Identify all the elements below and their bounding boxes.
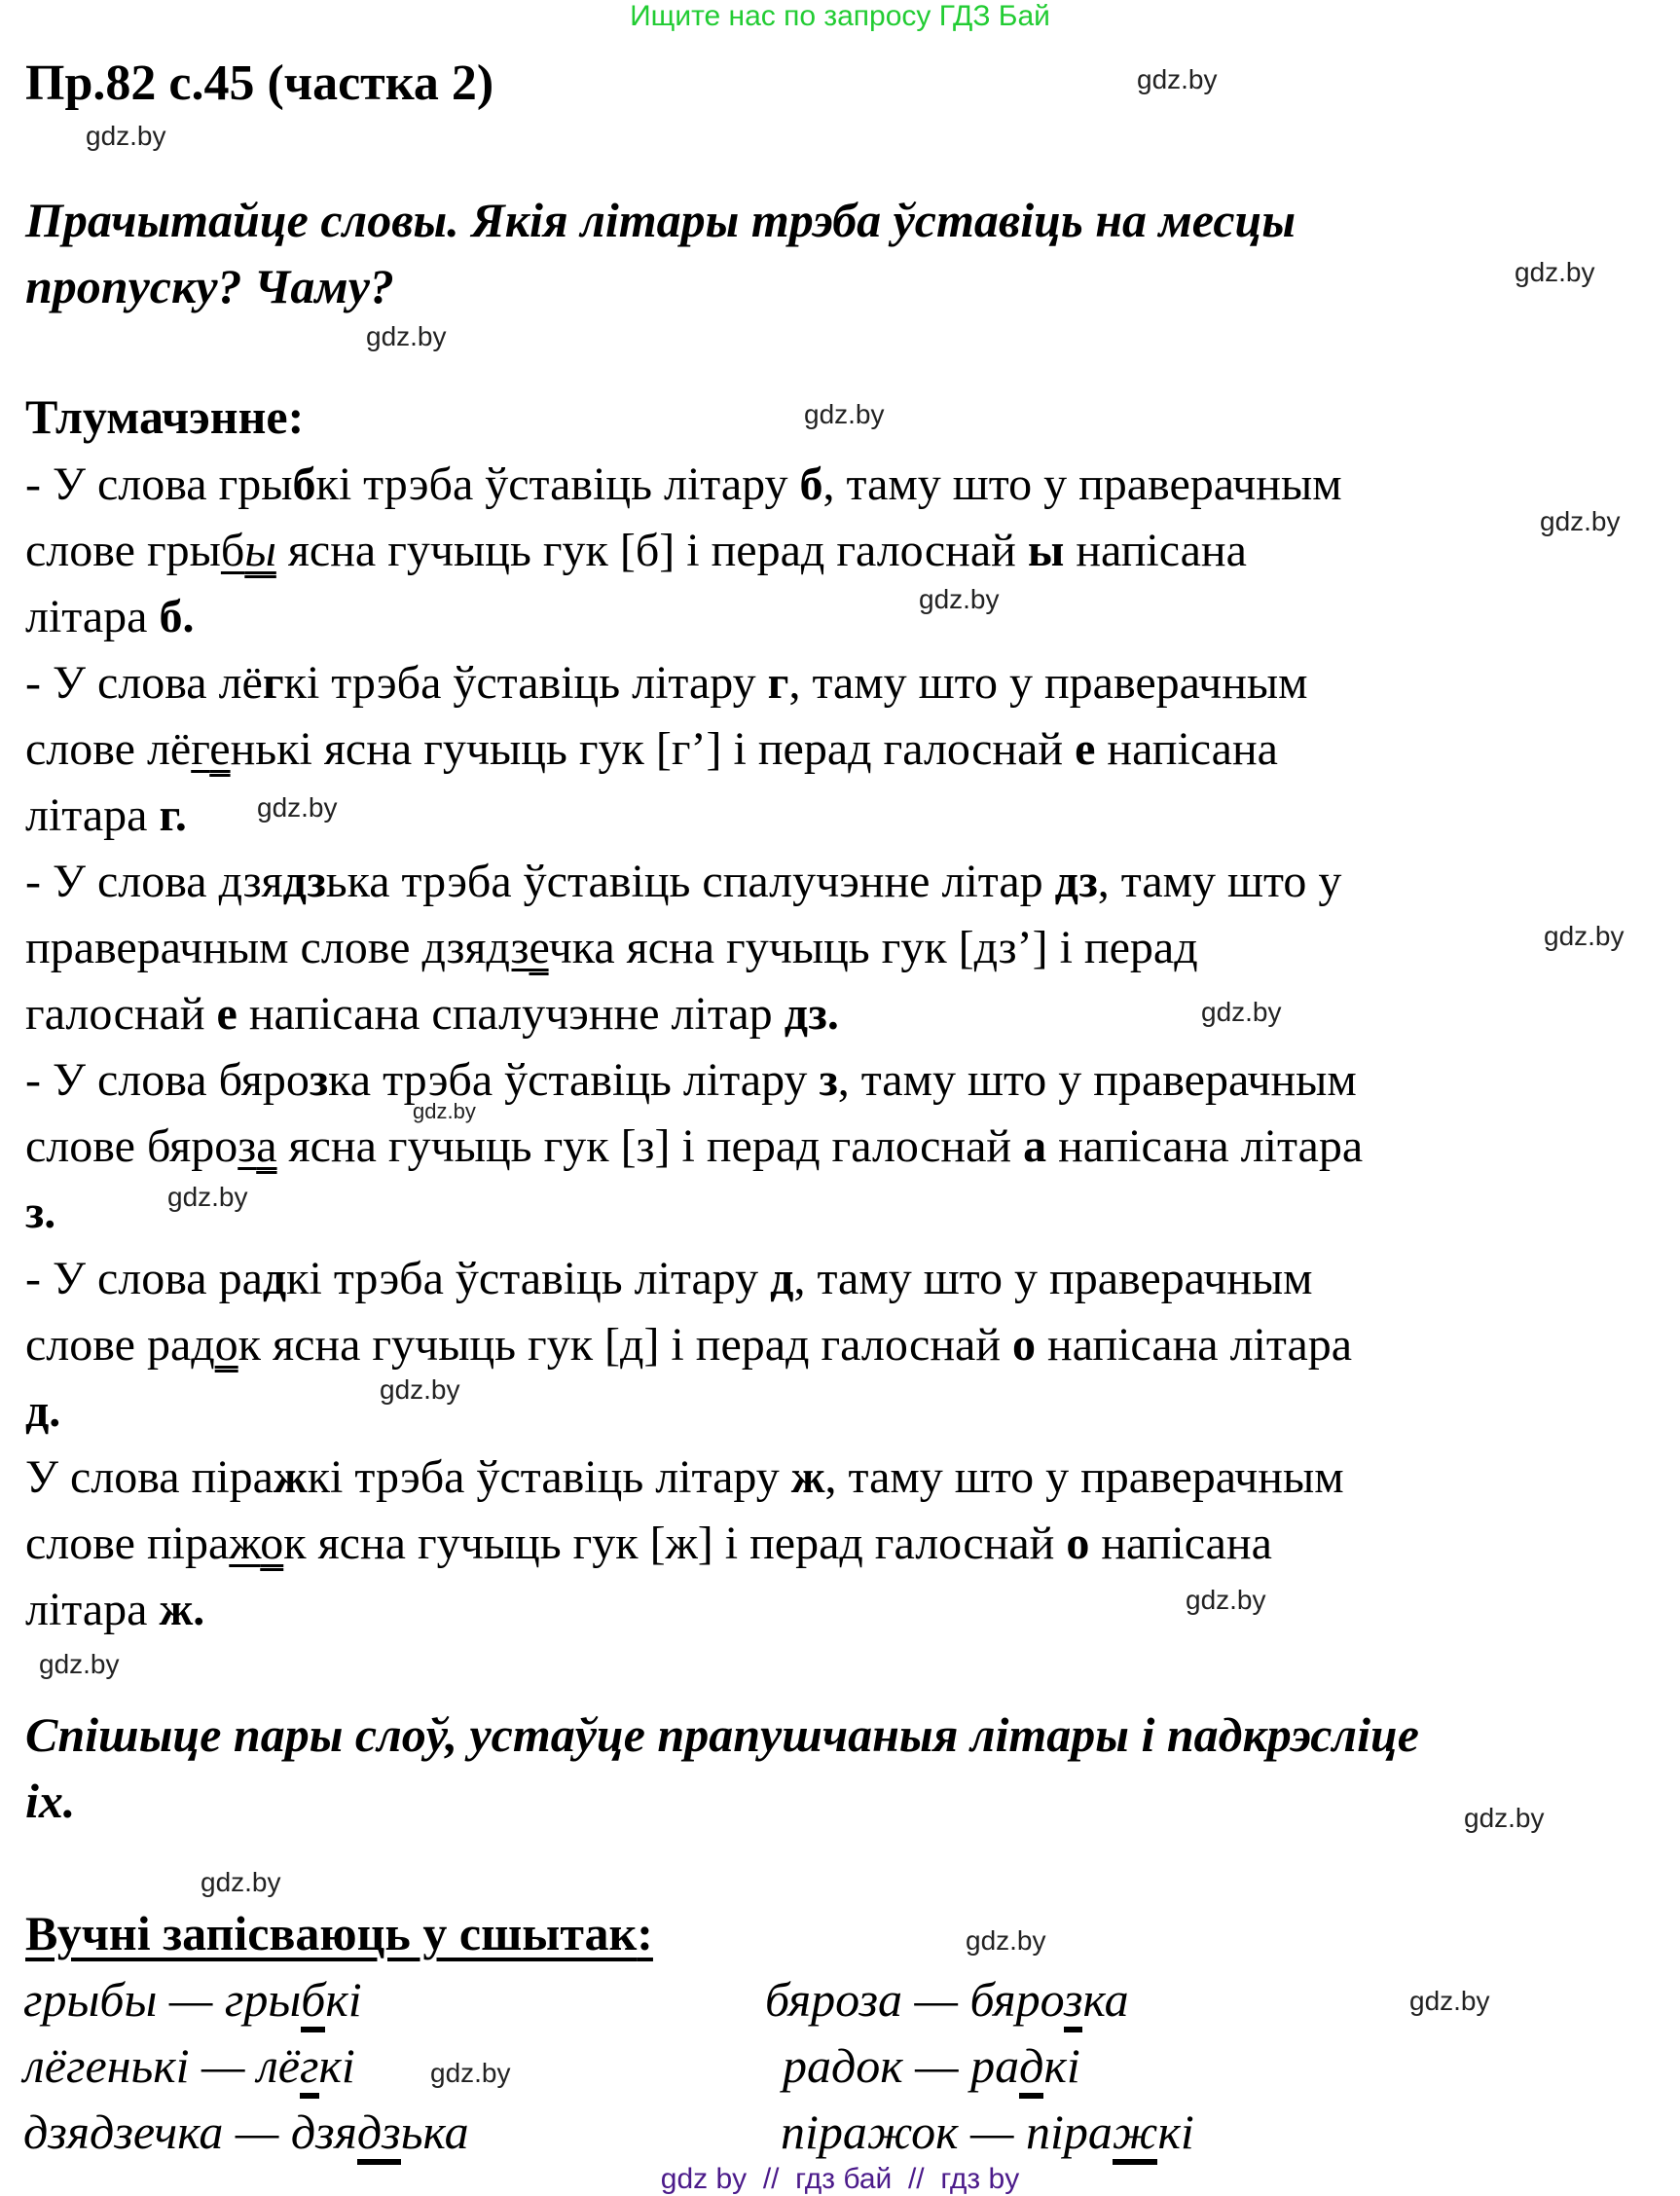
task-instruction-line: Спішыце пары слоў, устаўце прапушчаныя літары і падкрэсліце (25, 1707, 1419, 1762)
explanation-line (25, 1117, 1363, 1176)
text: слове піра (25, 1518, 230, 1569)
explanation-line (25, 720, 1278, 779)
word-pair (23, 2103, 469, 2161)
inserted-letter: ж (273, 1451, 308, 1503)
explanation-line (25, 1316, 1352, 1374)
text: - У слова бяро (25, 1054, 310, 1106)
notebook-heading-text: Вучні запісваюць у сшытак (25, 1906, 638, 1960)
letter: д (770, 1253, 794, 1304)
consonant-underline: дз (486, 922, 530, 973)
watermark: gdz.by (366, 321, 447, 351)
watermark: gdz.by (804, 399, 885, 429)
derived-word: лёгкі (257, 2038, 355, 2099)
explanation-line (25, 1581, 204, 1639)
explanation-line (25, 1051, 1357, 1110)
watermark: gdz.by (1201, 997, 1282, 1027)
vowel: о (1012, 1319, 1037, 1371)
text: літара (25, 1584, 160, 1635)
derived-word: радкі (970, 2038, 1080, 2099)
text: чка ясна гучыць гук [дз’] і перад (548, 922, 1198, 973)
vowel-double-underline: е (209, 723, 231, 775)
highlighted-letter: д (1019, 2038, 1043, 2099)
inserted-letter: з (309, 1054, 329, 1106)
text: праверачным слове дзя (25, 922, 487, 973)
highlighted-letter: г (300, 2038, 319, 2099)
base-word: лёгенькі — (23, 2038, 257, 2093)
text: слове ра (25, 1319, 192, 1371)
text: ька трэба ўставіць спалучэнне літар (325, 856, 1055, 907)
text: напісана (1095, 723, 1278, 775)
watermark: gdz.by (1544, 921, 1625, 951)
inserted-letter: б (292, 458, 316, 510)
watermark: gdz.by (257, 792, 338, 823)
text: , таму што у праверачным (824, 1451, 1344, 1503)
explanation-heading: Тлумачэнне: (25, 389, 305, 444)
explanation-line (25, 1448, 1344, 1507)
letter: ж (790, 1451, 825, 1503)
derived-word: грыбкі (225, 1972, 362, 2032)
text: нькі ясна гучыць гук [г’] і перад галоснай (230, 723, 1076, 775)
letter: г. (159, 789, 187, 841)
text: напісана літара (1036, 1319, 1353, 1371)
task-instruction-line: іх. (25, 1774, 76, 1828)
vowel: е (1075, 723, 1096, 775)
text: , таму што у праверачным (788, 657, 1308, 709)
vowel-double-underline: ы (244, 525, 276, 576)
watermark: gdz.by (1540, 506, 1621, 536)
consonant-underline: г (191, 723, 210, 775)
inserted-letter: г (262, 657, 284, 709)
letter: з (819, 1054, 838, 1106)
watermark: gdz.by (966, 1925, 1046, 1956)
task-instruction-line: Прачытайце словы. Якія літары трэба ўставіць на месцы (25, 193, 1297, 247)
watermark: gdz.by (430, 2058, 511, 2088)
highlighted-letter: б (301, 1972, 325, 2032)
inserted-letter: д (262, 1253, 287, 1304)
text: напісана (1064, 525, 1247, 576)
derived-word: бярозка (969, 1972, 1128, 2032)
text: , таму што у праверачным (793, 1253, 1313, 1304)
explanation-line (25, 985, 839, 1043)
highlighted-letter: ж (1113, 2104, 1158, 2165)
watermark: gdz.by (201, 1867, 281, 1897)
explanation-line (25, 853, 1341, 911)
inserted-letters: дз (282, 856, 326, 907)
explanation-line (25, 1382, 60, 1441)
explanation-line (25, 654, 1308, 713)
text: ясна гучыць гук [з] і перад галоснай (276, 1120, 1024, 1172)
explanation-line (25, 787, 187, 845)
explanation-line (25, 588, 194, 646)
letter: д. (25, 1385, 61, 1437)
watermark: gdz.by (1186, 1585, 1266, 1615)
promo-banner[interactable]: Ищите нас по запросу ГДЗ Бай (630, 0, 1050, 32)
consonant-underline: д (191, 1319, 215, 1371)
letters: дз. (784, 988, 839, 1040)
base-word: дзядзечка — (23, 2104, 291, 2159)
consonant-underline: ж (229, 1518, 261, 1569)
highlighted-letter: дз (357, 2104, 401, 2165)
letter: б (799, 458, 823, 510)
word-pair (781, 2103, 1194, 2161)
text: напісана (1089, 1518, 1272, 1569)
watermark: gdz.by (39, 1649, 120, 1679)
consonant-underline: б (220, 525, 245, 576)
watermark: gdz.by (86, 121, 166, 151)
vowel: е (216, 988, 237, 1040)
footer-links[interactable]: gdz by // гдз бай // гдз by (660, 2163, 1020, 2195)
base-word: бяроза — (765, 1972, 970, 2027)
text: слове гры (25, 525, 221, 576)
text: - У слова дзя (25, 856, 283, 907)
text: галоснай (25, 988, 217, 1040)
word-pair (23, 2036, 355, 2095)
text: кі трэба ўставіць літару (283, 657, 768, 709)
vowel-double-underline: о (214, 1319, 238, 1371)
watermark: gdz.by (1409, 1986, 1490, 2016)
vowel-double-underline: е (529, 922, 549, 973)
text: к ясна гучыць гук [ж] і перад галоснай (283, 1518, 1067, 1569)
text: напісана літара (1046, 1120, 1364, 1172)
watermark: gdz.by (380, 1374, 460, 1405)
text: літара (25, 789, 160, 841)
text: літара (25, 591, 160, 642)
consonant-underline: з (237, 1120, 257, 1172)
vowel-double-underline: а (256, 1120, 277, 1172)
derived-word: піражкі (1026, 2104, 1194, 2165)
text: , таму што у праверачным (837, 1054, 1357, 1106)
base-word: піражок — (781, 2104, 1027, 2159)
explanation-line (25, 1184, 55, 1242)
explanation-line (25, 1515, 1272, 1573)
base-word: грыбы — (23, 1972, 225, 2027)
text: кі трэба ўставіць літару (286, 1253, 771, 1304)
text: слове бяро (25, 1120, 238, 1172)
text: к ясна гучыць гук [д] і перад галоснай (237, 1319, 1013, 1371)
text: - У слова лё (25, 657, 263, 709)
watermark: gdz.by (413, 1099, 476, 1123)
watermark: gdz.by (1515, 257, 1595, 287)
colon: : (637, 1906, 653, 1960)
letter: б. (159, 591, 195, 642)
letters: дз (1054, 856, 1098, 907)
word-pair (23, 1970, 362, 2029)
task-instruction-line: пропуску? Чаму? (25, 259, 394, 313)
text: У слова піра (25, 1451, 274, 1503)
vowel: о (1066, 1518, 1090, 1569)
text: кі трэба ўставіць літару (315, 458, 800, 510)
explanation-line (25, 919, 1198, 977)
text: - У слова ра (25, 1253, 263, 1304)
text: ясна гучыць гук [б] і перад галоснай (275, 525, 1028, 576)
explanation-line (25, 456, 1342, 514)
watermark: gdz.by (1137, 64, 1218, 94)
watermark: gdz.by (919, 584, 1000, 614)
text: - У слова гры (25, 458, 293, 510)
word-pair (765, 1970, 1129, 2029)
text: , таму што у (1097, 856, 1342, 907)
watermark: gdz.by (167, 1182, 248, 1212)
notebook-heading (25, 1904, 653, 1962)
vowel: ы (1027, 525, 1065, 576)
word-pair (783, 2036, 1080, 2095)
derived-word: дзядзька (291, 2104, 469, 2165)
letter: г (767, 657, 789, 709)
text: , таму што у праверачным (822, 458, 1342, 510)
base-word: радок — (783, 2038, 971, 2093)
explanation-line (25, 1250, 1313, 1308)
letter: з. (25, 1187, 56, 1238)
page-title: Пр.82 с.45 (частка 2) (25, 55, 494, 111)
watermark: gdz.by (1464, 1803, 1545, 1833)
letter: ж. (159, 1584, 205, 1635)
text: ка трэба ўставіць літару (328, 1054, 820, 1106)
highlighted-letter: з (1064, 1972, 1083, 2032)
vowel-double-underline: о (260, 1518, 284, 1569)
explanation-line (25, 522, 1247, 580)
text: кі трэба ўставіць літару (307, 1451, 791, 1503)
text: напісана спалучэнне літар (237, 988, 785, 1040)
text: слове лё (25, 723, 192, 775)
vowel: а (1023, 1120, 1047, 1172)
